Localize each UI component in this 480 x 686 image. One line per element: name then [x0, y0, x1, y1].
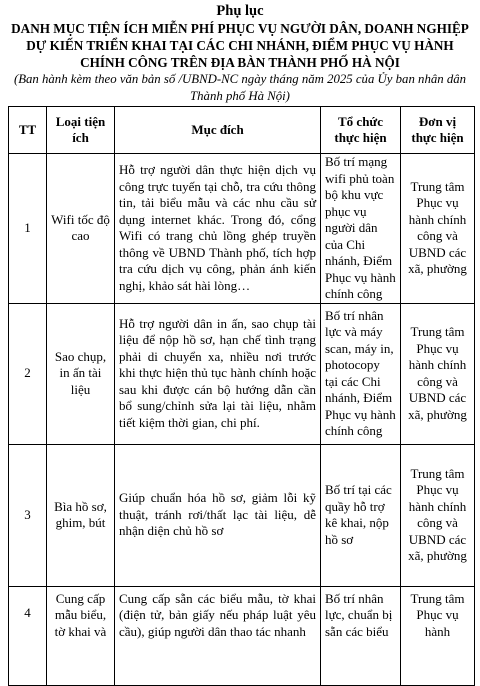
cell-organization: Bố trí nhân lực và máy scan, máy in, photocopy tại các Chi nhánh, Điểm Phục vụ hành chính công: [321, 303, 401, 444]
column-header-organization: Tổ chức thực hiện: [321, 107, 401, 154]
cell-type: Bìa hồ sơ, ghim, bút: [47, 444, 115, 586]
cell-type: Wifi tốc độ cao: [47, 154, 115, 304]
utilities-table: [8, 106, 475, 686]
table-row: [9, 586, 475, 685]
cell-unit: Trung tâm Phục vụ hành: [401, 586, 475, 685]
column-header-type: Loại tiện ích: [47, 107, 115, 154]
appendix-label: Phụ lục: [216, 3, 264, 19]
table-row: [9, 154, 475, 304]
cell-purpose: Giúp chuẩn hóa hồ sơ, giảm lỗi kỹ thuật, tránh rơi/thất lạc tài liệu, dễ nhận diện chủ hồ sơ: [115, 444, 321, 586]
column-header-unit: Đơn vị thực hiện: [401, 107, 475, 154]
cell-purpose: Cung cấp sẵn các biểu mẫu, tờ khai (điện tử, bản giấy nếu pháp luật yêu cầu), giúp người dân thao tác nhanh: [115, 586, 321, 685]
table-row: [9, 303, 475, 444]
cell-unit: Trung tâm Phục vụ hành chính công và UBND các xã, phường: [401, 444, 475, 586]
cell-purpose: Hỗ trợ người dân in ấn, sao chụp tài liệu để nộp hồ sơ, hạn chế tình trạng phải di chuyển xa, nhiều nơi trước khi thực hiện thủ tục hành chính hoặc sau khi được cán bộ hướng dẫn cần bổ sung/chỉnh sửa lại tài liệu, nhằm tiết kiệm thời gian, chi phí.: [115, 303, 321, 444]
document-title: DANH MỤC TIỆN ÍCH MIỄN PHÍ PHỤC VỤ NGƯỜI DÂN, DOANH NGHIỆP DỰ KIẾN TRIỂN KHAI TẠI CÁC CHI NHÁNH, ĐIỂM PHỤC VỤ HÀNH CHÍNH CÔNG TRÊN ĐỊA BÀN THÀNH PHỐ HÀ NỘI: [11, 21, 469, 70]
table-header-row: [9, 107, 475, 154]
cell-unit: Trung tâm Phục vụ hành chính công và UBND các xã, phường: [401, 303, 475, 444]
cell-type: Sao chụp, in ấn tài liệu: [47, 303, 115, 444]
cell-organization: Bố trí nhân lực, chuẩn bị sẵn các biểu: [321, 586, 401, 685]
cell-organization: Bố trí mạng wifi phủ toàn bộ khu vực phục vụ người dân của Chi nhánh, Điểm Phục vụ hành chính công: [321, 154, 401, 304]
column-header-tt: TT: [9, 107, 47, 154]
column-header-purpose: Mục đích: [115, 107, 321, 154]
table-row: [9, 444, 475, 586]
cell-unit: Trung tâm Phục vụ hành chính công và UBND các xã, phường: [401, 154, 475, 304]
cell-purpose: Hỗ trợ người dân thực hiện dịch vụ công trực tuyến tại chỗ, tra cứu thông tin, tải biểu mẫu và các nhu cầu sử dụng internet khác. Trong đó, cổng Wifi có trang chủ lồng ghép truyền thông về UBND Thành phố, tích hợp tra cứu dịch vụ công, phản ánh kiến nghị, khảo sát hài lòng…: [115, 154, 321, 304]
cell-tt: 3: [9, 444, 47, 586]
cell-organization: Bố trí tại các quầy hỗ trợ kê khai, nộp hồ sơ: [321, 444, 401, 586]
cell-type: Cung cấp mẫu biểu, tờ khai và: [47, 586, 115, 685]
cell-tt: 2: [9, 303, 47, 444]
cell-tt: 1: [9, 154, 47, 304]
cell-tt: 4: [9, 586, 47, 685]
document-header: [0, 0, 480, 105]
issuance-note: (Ban hành kèm theo văn bản số /UBND-NC ngày tháng năm 2025 của Ủy ban nhân dân Thành phố Hà Nội): [13, 72, 467, 103]
